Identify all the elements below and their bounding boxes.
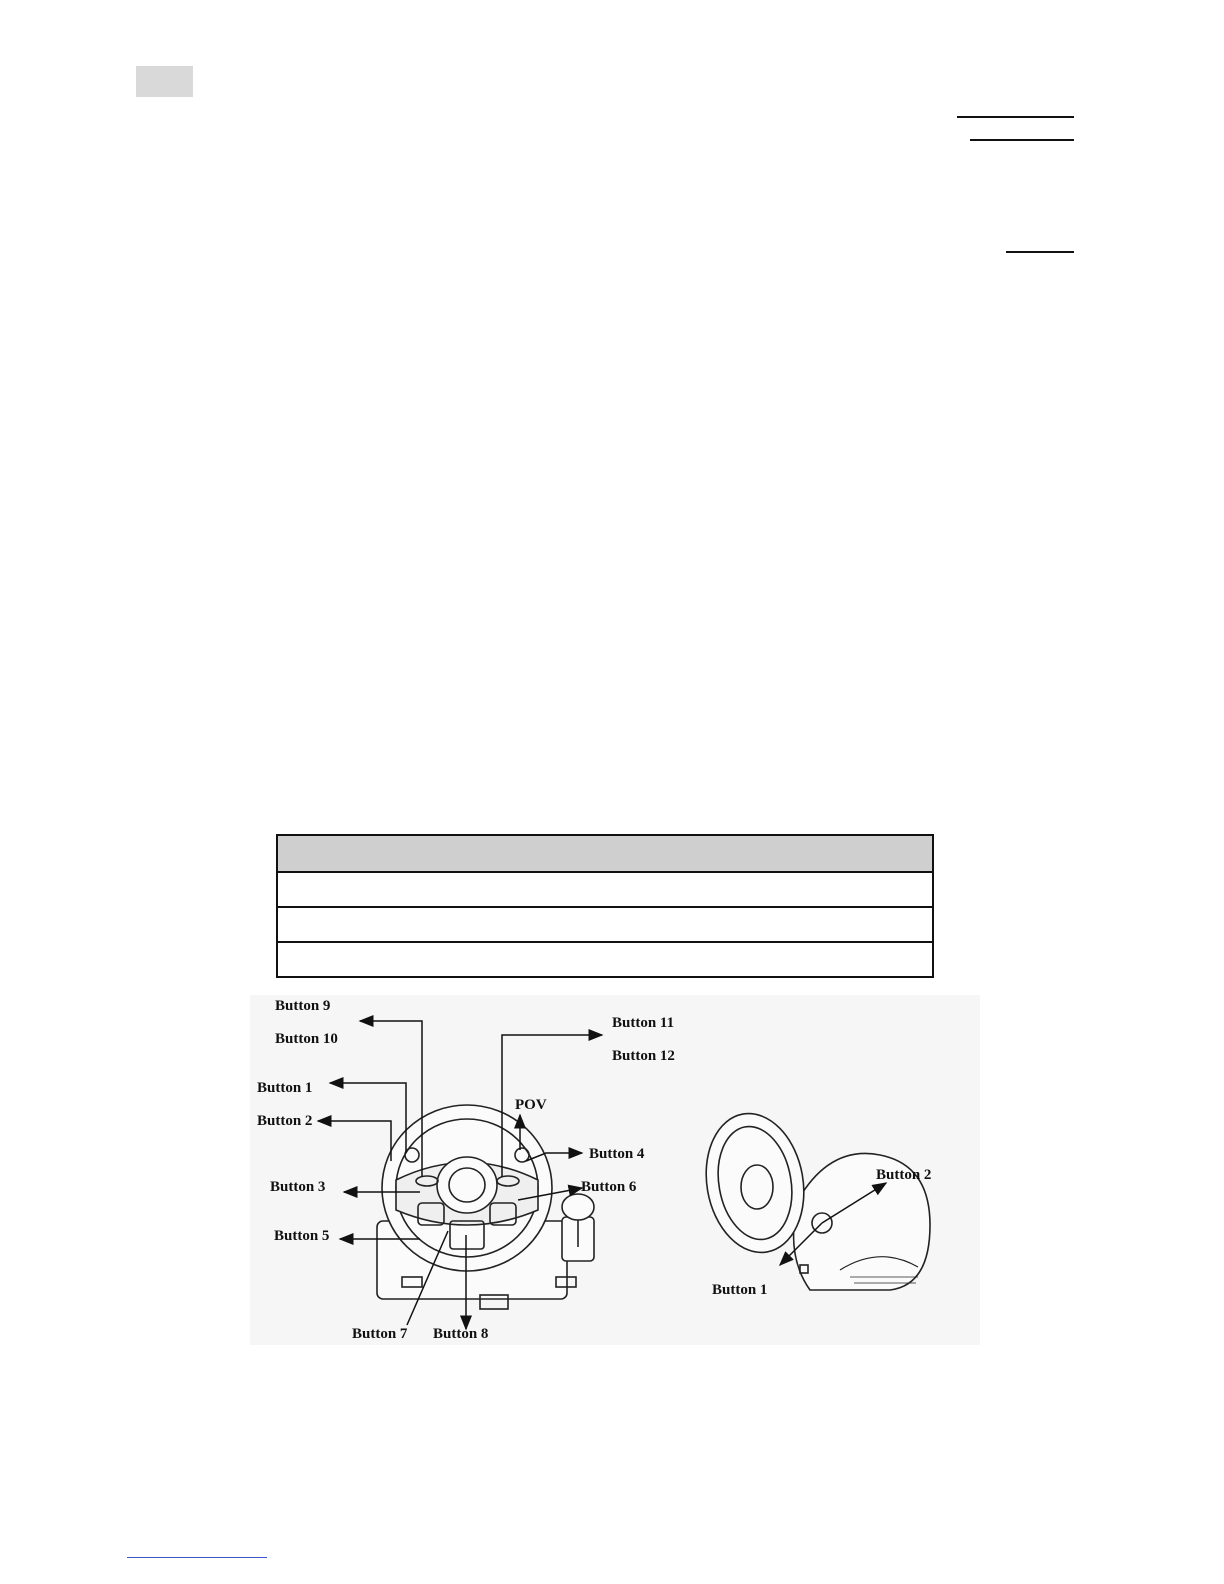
header-rule-3 [1006,251,1074,253]
label-button-10: Button 10 [275,1031,338,1047]
label-button-7: Button 7 [352,1326,408,1342]
table-cell [277,907,933,942]
header-rule-1 [957,116,1074,118]
label-button-8: Button 8 [433,1326,489,1342]
steering-wheel-figure [250,995,980,1345]
label-button-2: Button 2 [257,1113,313,1129]
label-button-12: Button 12 [612,1048,675,1064]
label-pov: POV [515,1097,547,1113]
label-button-1: Button 1 [257,1080,313,1096]
footer-rule [127,1557,267,1558]
table-row [277,907,933,942]
label-side-button-2: Button 2 [876,1167,932,1183]
table-cell [277,942,933,977]
spec-table [276,834,934,978]
label-button-11: Button 11 [612,1015,675,1031]
label-button-9: Button 9 [275,998,331,1014]
table-row [277,942,933,977]
table-row [277,872,933,907]
label-button-3: Button 3 [270,1179,326,1195]
label-button-5: Button 5 [274,1228,330,1244]
label-button-6: Button 6 [581,1179,637,1195]
table-header-row [277,835,933,872]
label-side-button-1: Button 1 [712,1282,768,1298]
header-tab-box [136,66,193,97]
label-button-4: Button 4 [589,1146,645,1162]
table-header-cell [277,835,933,872]
header-rule-2 [970,139,1074,141]
table-cell [277,872,933,907]
